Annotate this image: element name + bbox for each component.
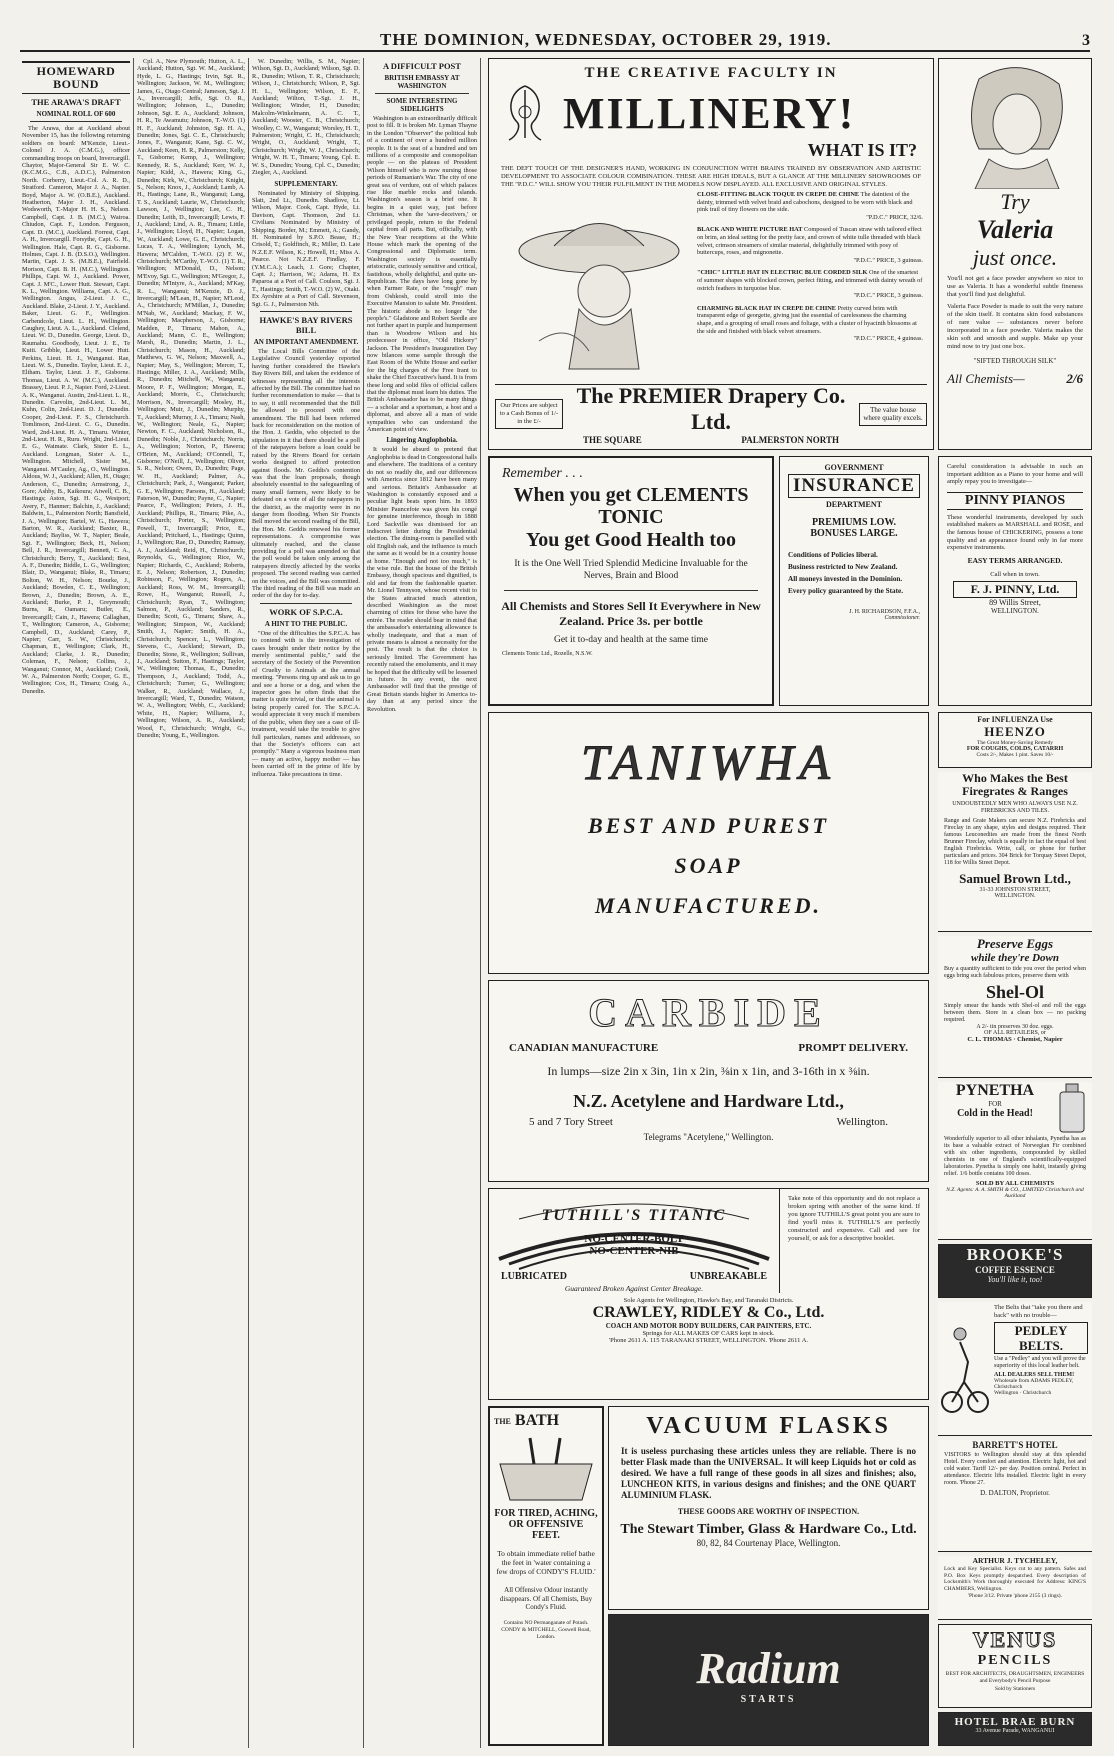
pinny-call: Call when in town. <box>990 570 1040 578</box>
insurance-line: All moneys invested in the Dominion. <box>788 575 903 583</box>
ad-valeria <box>938 58 1092 450</box>
carbide-telegrams: Telegrams "Acetylene," Wellington. <box>643 1132 774 1142</box>
vacuum-company: The Stewart Timber, Glass & Hardware Co., Ltd. <box>620 1522 917 1537</box>
brown-addr: 31-33 JOHNSTON STREET, <box>979 887 1051 893</box>
millinery-items <box>689 191 923 371</box>
ad-pedley-belts <box>938 1302 1092 1436</box>
taniwha-l2: SOAP <box>674 853 743 878</box>
eggs-p: Buy a quantity sufficient to tide you over the period when eggs bring such fabulous prices, preserve them with <box>944 966 1086 979</box>
clements-remember: Remember . . . <box>502 466 583 481</box>
ad-barretts-hotel <box>938 1440 1092 1552</box>
bottle-icon <box>1052 1082 1092 1134</box>
pedley-brand: PEDLEY BELTS. <box>994 1322 1088 1354</box>
ad-tycheley <box>938 1556 1092 1620</box>
tuthill-company: CRAWLEY, RIDLEY & Co., Ltd. <box>592 1304 825 1321</box>
premier-town: PALMERSTON NORTH <box>741 435 839 445</box>
carbide-prompt: PROMPT DELIVERY. <box>798 1042 908 1054</box>
pedley-maker: Wholesale from ADAMS PEDLEY, Christchurch <box>994 1378 1074 1390</box>
pynetha-cold: Cold in the Head! <box>957 1108 1033 1119</box>
pynetha-title: PYNETHA <box>955 1082 1035 1099</box>
tuthill-springs: Springs for ALL MAKES OF CARS kept in stock. <box>642 1330 775 1337</box>
premier-footer <box>495 384 927 443</box>
ad-clements-tonic <box>488 456 774 706</box>
ad-venus-pencils <box>938 1624 1092 1708</box>
vacuum-title: VACUUM FLASKS <box>646 1413 891 1439</box>
heenzo-head: For INFLUENZA Use <box>977 715 1053 724</box>
ad-tuthill-titanic <box>488 1188 929 1400</box>
ad-vacuum-flasks <box>608 1406 929 1610</box>
masthead <box>20 28 1090 52</box>
pinny-p2: These wonderful instruments, developed by such established makers as MARSHALL and ROSE, and the famous house of CHICKERING, possess a tone quality and an appearance found only in far more expensive instruments. <box>947 513 1083 552</box>
subhead-british-embassy: BRITISH EMBASSY AT WASHINGTON <box>384 74 460 90</box>
item-price: "P.D.C." PRICE, 3 guineas. <box>853 256 923 264</box>
ad-millinery <box>488 58 934 450</box>
barrett-title: BARRETT'S HOTEL <box>972 1440 1058 1450</box>
insurance-line: Business restricted to New Zealand. <box>788 563 898 571</box>
venus-text: BEST FOR ARCHITECTS, DRAUGHTSMEN, ENGINEERS and Everybody's Pencil Purpose <box>945 1671 1085 1684</box>
ad-heenzo <box>938 712 1092 768</box>
heenzo-price: Costs 2/-, Makes 1 pint. Saves 10/- <box>976 752 1054 758</box>
pinny-addr: 89 Willis Street, <box>989 597 1041 607</box>
brown-city: WELLINGTON. <box>994 893 1036 899</box>
item-price: "P.D.C." PRICE, 32/6. <box>866 213 923 221</box>
insurance-title: INSURANCE <box>788 474 920 498</box>
ad-brookes-coffee <box>938 1244 1092 1298</box>
pinny-city: WELLINGTON. <box>991 606 1039 615</box>
tycheley-text: Lock and Key Specialist. Keys cut to any pattern. Safes and P.O. Box Keys promptly despatched. Every description of Locksmith's Work thoroughly executed for Address: KING'S CHAMBERS, Wellington. <box>944 1566 1086 1592</box>
clements-p2: All Chemists and Stores Sell It Everywhere in New Zealand. Price 3s. per bottle <box>501 599 761 628</box>
insurance-line: Every policy guaranteed by the State. <box>788 587 903 595</box>
valeria-price: 2/6 <box>1066 371 1083 386</box>
tycheley-phone: 'Phone 3/12. Private 'phone 2155 (3 rings). <box>968 1593 1062 1599</box>
item-price: "P.D.C." PRICE, 4 guineas. <box>853 335 923 343</box>
clements-h2: You get Good Health too <box>526 529 736 551</box>
tuthill-unbreakable: UNBREAKABLE <box>689 1271 767 1282</box>
tycheley-name: ARTHUR J. TYCHELEY, <box>972 1556 1058 1565</box>
taniwha-title: TANIWHA <box>581 734 836 790</box>
valeria-sifted: "SIFTED THROUGH SILK" <box>973 357 1057 365</box>
insurance-role: Commissioner. <box>884 615 920 621</box>
eggs-h1: Preserve Eggs <box>976 936 1054 951</box>
pynetha-for: FOR <box>988 1100 1002 1108</box>
premier-square: THE SQUARE <box>583 435 642 445</box>
taniwha-l1: BEST AND PUREST <box>587 813 829 838</box>
tuthill-agents: Sole Agents for Wellington, Hawke's Bay, and Taranaki Districts. <box>623 1297 794 1304</box>
valeria-just-once: just once. <box>972 245 1058 270</box>
condy-odour: All Offensive Odour instantly disappears. Of all Chemists, Buy Condy's Fluid. <box>499 1586 593 1611</box>
insurance-dept: DEPARTMENT <box>825 500 882 509</box>
subhead-hint: A HINT TO THE PUBLIC. <box>264 619 348 628</box>
insurance-sig: J. H. RICHARDSON, F.F.A., <box>849 609 920 615</box>
pinny-title: PINNY PIANOS <box>947 492 1083 510</box>
brookes-like: You'll like it, too! <box>987 1275 1043 1284</box>
item-text: Pretty curved brim with transparent edge of georgette, giving just the essential of carelessness the charming shape, and a grouping of small roses and foliage, with a cluster of hyacinth blossoms at the side and finished with black velvet streamers. <box>697 304 917 335</box>
pynetha-text: Wonderfully superior to all other inhalants, Pynetha has as its base a valuable extract of Norwegian Fir combined with six other ingredients, compounded by skilled chemists in one of England's scientifically-equipped laboratories. Pynetha is simply one habit, instantly giving relief. 1/6 bottle contains 100 doses. <box>944 1136 1086 1177</box>
eggs-brand: Shel-Ol <box>985 982 1044 1002</box>
brookes-name: BROOKE'S <box>966 1245 1064 1264</box>
subhead-amendment: AN IMPORTANT AMENDMENT. <box>253 338 359 346</box>
condy-relief: To obtain immediate relief bathe the feet in 'water containing a few drops of CONDY'S FLUID.' <box>496 1549 596 1576</box>
carbide-sizes: In lumps—size 2in x 3in, 1in x 2in, ⅜in x 1in, and 3-16th in x ⅜in. <box>547 1064 870 1078</box>
carbide-city: Wellington. <box>836 1116 888 1128</box>
item-name: "CHIC" LITTLE HAT IN ELECTRIC BLUE CORDED SILK <box>697 269 868 277</box>
column-rule <box>248 58 249 1748</box>
valeria-p2: Valeria Face Powder is made to suit the very nature of the skin itself. It contains skin food substances of rare value — substances never before incorporated in a face powder. Valeria makes the skin soft and smooth and supple. Make up your mind now to try just one box. <box>947 303 1083 350</box>
heenzo-brand: HEENZO <box>984 724 1046 739</box>
column-rule <box>480 58 481 1748</box>
item-name: CLOSE-FITTING BLACK TOQUE IN CREPE DE CHINE <box>697 191 860 198</box>
clements-p3: Get it to-day and health at the same time <box>553 635 709 645</box>
supplementary-text: Nominated by Ministry of Shipping. Slatt, 2nd Lt., Dunedin. Shadlove, Lt. Wilson, Major. Cook, Capt. Hyde, Lt. Davison, Capt. Thomson, 2nd Lt. Civilians Nominated by Ministry of Shipping. Border, M.; Emmett, A.; Gandy, H. Nominated by S.P.O. Bease, H.; Crisold, T.; Goldfinch, R.; Miller, D. Late N.Z.E.F. Wilson, K.; Howell, H.; Miss A. Pearce. Not N.Z.E.F. Findlay, F. (Y.M.C.A.); Leach, J. Gore; Chapter, Capt. J.; Harrison, W.; Adams, H. Ex Paparoa at a Port of Call. Coulson, Sgt. J. T., Hastings; Smith, T.-W.O. (2) W., Otaki. Ex Ayrshire at a Port of Call. Stevenson, Sgt. G. J., Palmerston Nth. <box>252 189 360 308</box>
vacuum-inspection: THESE GOODS ARE WORTHY OF INSPECTION. <box>677 1507 860 1516</box>
footbath-icon <box>490 1434 602 1506</box>
headline-hawkes-bay: HAWKE'S BAY RIVERS BILL <box>259 315 353 335</box>
ad-hotel-brae-burn <box>938 1712 1092 1746</box>
clements-p1: It is the One Well Tried Splendid Medicine Invaluable for the Nerves, Brain and Blood <box>514 559 748 581</box>
headline-difficult-post: A DIFFICULT POST <box>383 61 461 71</box>
subhead-arawa: THE ARAWA'S DRAFT <box>31 97 121 107</box>
pinny-easy: EASY TERMS ARRANGED. <box>967 555 1063 565</box>
millinery-question: WHAT IS IT? <box>807 140 917 160</box>
tuthill-lubricated: LUBRICATED <box>501 1271 567 1282</box>
subhead-sidelights: SOME INTERESTING SIDELIGHTS <box>386 97 458 113</box>
venus-pencils: PENCILS <box>977 1653 1053 1668</box>
pinny-p1: Careful consideration is advisable in such an important addition as a Piano to your home and will amply repay you to investigate— <box>947 463 1083 486</box>
ad-government-insurance <box>779 456 929 706</box>
condy-the: THE <box>494 1416 511 1426</box>
roll-text-1: The Arawa, due at Auckland about November 15, has the following returning soldiers on board: M'Kenzie, Lieut.-Colonel J. A. (C.M.G.), officer commanding troops on board, Invercargill. Chaytor, Major-General Sir E. W. C. (K.C.M.G., C.B., A.D.C.), Palmerston North. Corberry, Lieut.-Col. A. R. D., Stratford. Cameron, Major J. A., Napier. Boyd, Major A. W. (O.B.E.), Auckland. Heatherton, Major J. H., Auckland. Wodsworth, T.-Major H. H. S., Nelson. Campbell, Capt. J. B. (M.C.), Wairoa. Chiudon, Capt. F., London. Ferguson, Capt. D. (M.C.), Auckland. Forrest, Capt. A. H., Invercargill. Forsythe, Capt. G. H., Wellington. Hale, Capt. R. G., Gisborne. Holmes, Capt. J. B. (D.S.O.), Wellington. Martin, Capt. J. S. (M.B.E.), Fairfield. Morison, Capt. B. H. (M.C.), Wellington. Phillips, Capt. W. J., Auckland. Power, Capt. J. M'C., Lower Hutt. Stewart, Capt. K. L., Wellington. Williams, Capt. A. G., Wellington. Angus, 2-Lieut. J. C., Auckland. Blake, 2-Lieut. J. Y., Auckland. Baker, Lieut. G. F., Wellington. Carbendcole, Lieut. L. H., Wellington. Caughey, Lieut. A. L., Auckland. Clelend, Lieut. W. D., Dunedin. George, Lieut. D., Raumahu. Goodbody, Lieut. J. E., Te Kuiti. Gribble, Lieut. H., Lower Hutt. Perkins, Lieut. H. J., Wanganui. Rae, Lieut. W. S., Dunedin. Taylor, Lieut. E. J., Eltham. Taylor, Lieut. J. F., Gisborne. Thomas, Lieut. A. W. (M.C.), Auckland. Brassey, Lieut. P. J., Napier. Ford, 2-Lieut. A. K., Wanganui. Austin, 2nd-Lieut. L. R., Dunedin. Carvolin, 2nd-Lieut. L. M., Kuhn, Colin, 2nd-Lieut. D. J., Dunedin. Cooper, 2nd-Lieut. F. S., Christchurch. Tomlinson, 2nd-Lieut. C. G., Dunedin. Ward, 2nd-Lieut. H. A., Timaru. Winter, 2nd-Lieut. H. R., Ruru. Wright, 2nd-Lieut. E. G., Waimate. Clark, Sister E. L., Auckland. Longman, Sister A. L., Wellington. Mitchell, Sister M., Wanganui. M'Cauley, Ag., O., Wellington. Aldous, W. J., Auckland; Allen, H., Otago; Anderson, C., Dunedin; Armstrong, J., Gore; Ashby, B., Kaikoura; Atwell, C. B., Hastings; Aston, Sgt. H. G., Westport; Avery, F., Hanmer; Balchin, J., Auckland; Baldwin, L., Palmerston North; Bansfield, J. A., Wellington; Bartel, W. G., Hawera; Barton, W. R., Auckland; Baxter, R., Auckland; Bayliss, W. T., Napier; Beale, Sgt. F., Wellington; Beck, H., Nelson; Bell, J. R., Invercargill; Bennett, C. A., Christchurch; Berry, T., Auckland; Best, A. F., Dunedin; Biddle, L. G., Wellington; Blair, D., Wanganui; Blake, R., Timaru; Bolton, W. H., Nelson; Bourke, J., Auckland; Bowden, C. E., Wellington; Brown, J., Dunedin; Brown, A. E., Auckland; Burke, P. J., Greymouth; Burns, R., Oamaru; Butler, E., Invercargill; Cain, J., Hawera; Callaghan, T., Wellington; Cameron, A., Gisborne; Campbell, D., Auckland; Carey, P., Napier; Carr, S. W., Christchurch; Chapman, E., Wellington; Clark, H., Auckland; Clarke, J. R., Dunedin; Coleman, F., Nelson; Collins, J., Wanganui; Connor, M., Auckland; Cook, W. A., Palmerston North; Cooper, G. E., Wellington; Cox, H., Timaru; Craig, A., Dunedin. <box>22 125 130 695</box>
carbide-canadian: CANADIAN MANUFACTURE <box>509 1042 659 1054</box>
valeria-p1: You'll not get a face powder anywhere so nice to use as Valeria. It has a wonderful subtle fineness that you'll find just delightful. <box>947 275 1083 298</box>
item-price: "P.D.C." PRICE, 3 guineas. <box>853 292 923 300</box>
tuthill-guarantee: Guaranteed Broken Against Center Breakage. <box>564 1284 704 1293</box>
anglophobia-text: It would be absurd to pretend that Anglophobia is dead in Congressional halls and elsewhere. The traditions of a century do not so readily die, and our differences with America since 1812 have been many and serious. Britain's Ambassador at Washington is constantly exposed and a peculiar light beats upon him. In 1893 Minister Pauncefote was given his congé for genuine interference, though in 1888 Lord Sackville was dismissed for an indiscreet letter during the Presidential election. The dining-room is panelled with old English oak, and the influence is much the same as it would be in a country house at home. "Enough and not too much," is the wise rule. But the house of the British Embassy, though spacious and dignified, is old and far from the fashionable quarter. Mr. Lionel Tennyson, whose recent visit to the States attracted much attention, described Washington as the most charming of cities for those who have the entrée. The reader should bear in mind that the ambassador's entertaining allowance is wholly inadequate, and that a man of private means is almost a necessity for the post. The result is that the choice is seriously limited. The Government has recently raised the emoluments, and it may be hoped that the difficulty will be lessened in future. In any event, the next Ambassador will find that the prestige of Great Britain stands higher in America to-day than at any period since the Revolution. <box>367 446 477 713</box>
column-rule <box>133 58 134 1748</box>
eggs-p3: A 2/- tin preserves 30 doz. eggs. <box>976 1024 1054 1030</box>
valeria-chemists: All Chemists— <box>947 371 1025 386</box>
tuthill-title: TUTHILL'S TITANIC <box>541 1207 727 1224</box>
column-supplementary <box>252 58 360 1748</box>
ad-radium <box>608 1614 929 1746</box>
pynetha-sold: SOLD BY ALL CHEMISTS <box>975 1180 1055 1187</box>
hat-illustration-icon <box>499 191 689 371</box>
eggs-h2: while they're Down <box>970 952 1059 964</box>
hotel-name: HOTEL BRAE BURN <box>954 1716 1076 1728</box>
subhead-nominal-roll: NOMINAL ROLL OF 600 <box>36 110 116 118</box>
ad-shel-ol <box>938 936 1092 1078</box>
insurance-b1: PREMIUMS LOW. <box>811 517 897 528</box>
radium-title: Radium <box>696 1644 841 1693</box>
brown-answer: UNDOUBTEDLY MEN WHO ALWAYS USE N.Z. FIREBRICKS AND TILES. <box>952 801 1078 814</box>
woman-portrait-icon <box>939 59 1089 189</box>
brookes-sub: COFFEE ESSENCE <box>975 1265 1055 1275</box>
paper-title: THE DOMINION, WEDNESDAY, OCTOBER 29, 1919. <box>380 30 832 49</box>
spca-text: "One of the difficulties the S.P.C.A. has to contend with is the investigation of cases brought under their notice by the merely sentimental public," said the secretary of the Society of the Prevention of Cruelty to Animals at the annual meeting. "Persons ring up and ask us to go and see a horse or a dog, and when the inspector goes he often finds that the matter is quite trivial, or that the animal is being properly cared for. The S.P.C.A. would appreciate it very much if members of the public, when they see a case of ill-treatment, would take the trouble to give full particulars, names and addresses, so that the Society's officers can act promptly." Many a vigorous business man — many an active, happy mother — has been carried off in the prime of life by influenza. Take precautions in time. <box>252 629 360 778</box>
hotel-address: 33 Avenue Parade, WANGANUI <box>975 1728 1055 1734</box>
ad-taniwha <box>488 712 929 974</box>
radium-sub: STARTS <box>740 1694 797 1705</box>
carbide-addr: 5 and 7 Tory Street <box>529 1116 613 1128</box>
headline-homeward-bound: HOMEWARD BOUND <box>22 61 130 94</box>
vacuum-text: It is useless purchasing these articles unless they are reliable. There is no better Flask made than the UNIVERSAL. It will keep Liquids hot or cold as desired. We have a full range of these goods in all sizes and finishes; also, LUNCHEON KITS, in various designs and finishes; and the ONE QUART ALUMINIUM FLASK. <box>621 1446 916 1500</box>
brown-name: Samuel Brown Ltd., <box>959 871 1071 886</box>
ad-carbide <box>488 980 929 1182</box>
difficult-post-text: Washington is an extraordinarily difficult post to fill. It is broken Mr. Lyman Thayne in the London "Observer" the political hub of a continent of over a hundred million people. It is the seat of a hundred and ten millions of a composite and cosmopolitan people — on the plateau of President Wilson himself who is now nursing those periods of Rumanian's War. The city of one great sea of verdure, out of which palaces rise like marble rocks and islands. Washington's season is a brief one. It begins in a quiet way, just before Christmas, when the 'save-deceivers,' or privileged people, return to the Federal capital from all parts. But, officially, with the New Year receptions at the White House which mark the opening of the Congressional and Diplomatic term. Washington society is essentially aristocratic, curiously sensitive and critical, fastidious, wholly delightful, and quite un-Republican. The days have long gone by when Farmer Rate, or the "rough" man from Oshkosh, could stroll into the Executive Mansion to salute Mr. President. The historic abode is no longer "the people's." Gladstone and Robert Seedle are not further apart in purple and humperment than is Woodrow Wilson and his predecessor in office, "Old Hickory" Jackson. The President's Inauguration Day now bilances some sample through the East Room of the White House and earlier for the big charges of the Free Irant to shake the Chief Executive's hand. It is from these long and solid files of official callers that the diplomat must learn his duties. The British Ambassador has to be many things — a scholar and a sportsman, a host and a diplomat, and above all a man of wide sympathies who can understand the American point of view. <box>367 115 477 434</box>
pedley-p2: Use a "Pedley" and you will prove the superiority of this local leather belt. <box>994 1356 1086 1369</box>
subhead-anglophobia: Lingering Anglophobia. <box>386 436 458 445</box>
brown-text: Range and Grate Makers can secure N.Z. Firebricks and Fireclay in any shape, styles and designs required. Their famous Leuconedites are made from the finest North Brunner Fireclay, which is equally in fact the equal of best English Firebricks. Write, call, or phone for further particulars and prices. 304 Brick for Torquay Street Depot, 118 for Willis Street Depot. <box>944 818 1086 866</box>
carbide-title: CARBIDE <box>588 990 829 1035</box>
item-name: CHARMING BLACK HAT IN CREPE DE CHINE <box>697 304 837 312</box>
barrett-text: VISITORS to Wellington should stay at this splendid Hotel. Every comfort and attention. Electric light, hot and cold water. Tariff 12/- per day. Position central. Perfect in attendance. Electric lifts installed. Electric light in every room. 'Phone 27. <box>944 1452 1086 1486</box>
premier-company: The PREMIER Drapery Co. Ltd. <box>576 383 846 434</box>
insurance-government: GOVERNMENT <box>824 463 884 472</box>
tuthill-trade: COACH AND MOTOR BODY BUILDERS, CAR PAINTERS, ETC. <box>605 1322 812 1330</box>
venus-sold: Sold by Stationers <box>994 1686 1036 1692</box>
column-roll-continued <box>137 58 245 1748</box>
column-homeward-bound <box>22 58 130 1748</box>
ad-condys-fluid <box>488 1406 604 1746</box>
valeria-try: Try <box>1000 189 1030 214</box>
heenzo-tag: The Great Money-Saving Remedy <box>977 740 1053 746</box>
condy-tired: FOR TIRED, ACHING, OR OFFENSIVE FEET. <box>494 1508 598 1541</box>
ad-pinny-pianos <box>938 456 1092 706</box>
ad-pynetha <box>938 1082 1092 1240</box>
subhead-supplementary: SUPPLEMENTARY. <box>274 179 338 188</box>
tuthill-phone: 'Phone 2611 A. 115 TARANAKI STREET, WELLINGTON. 'Phone 2611 A. <box>608 1337 809 1344</box>
millinery-top: THE CREATIVE FACULTY IN <box>584 65 838 81</box>
vacuum-address: 80, 82, 84 Courtenay Place, Wellington. <box>696 1538 841 1548</box>
venus-title: VENUS <box>972 1627 1058 1652</box>
insurance-b2: BONUSES LARGE. <box>810 528 898 539</box>
headline-spca: WORK OF S.P.C.A. <box>269 606 343 617</box>
pedley-cities: Wellington · Christchurch <box>994 1390 1052 1396</box>
pynetha-agents: N.Z. Agents: A. A. SMITH & CO., LIMITED Christchurch and Auckland <box>946 1187 1084 1199</box>
cash-bonus-box: Our Prices are subject to a Cash Bonus of 1/- in the £/- <box>495 399 563 429</box>
condy-bath: BATH <box>514 1412 560 1429</box>
tuthill-l1: NO-CENTER-BOLT <box>584 1233 684 1245</box>
millinery-desc: THE DEFT TOUCH OF THE DESIGNER'S HAND, WORKING IN CONJUNCTION WITH BRAINS TRAINED BY OBSERVATION AND ARTISTIC DEVELOPMENT TO ASSOCIATE COLOUR COMBINATION. THESE ARE HIGH IDEALS, BUT A GLANCE AT THE MILLINERY SHOWROOMS OF THE "P.D.C." WILL SHOW YOU THEIR FULFILMENT IN THE MODELS NOW DISPLAYED. ALL EXCLUSIVE AND ORIGINAL STYLES. <box>501 165 921 188</box>
tuthill-right-text: Take note of this opportunity and do not replace a broken spring with another of the same kind. If you ignore TUTHILL'S great point you are sure to find you'll miss it. TUTHILL'S are perfectly constructed and expensive. Call and see for yourself, or ask for a descriptive booklet. <box>779 1189 928 1293</box>
pedley-p1: The Belts that "take you there and back" with no trouble— <box>994 1304 1083 1319</box>
heenzo-coughs: FOR COUGHS, COLDS, CATARRH <box>966 746 1064 752</box>
eggs-p4: OF ALL RETAILERS, or <box>984 1030 1046 1036</box>
millinery-title: MILLINERY! <box>563 88 856 138</box>
roll-text-2: Cpl. A., New Plymouth; Hutton, A. L., Auckland; Hutton, Sgt. W. M., Auckland; Hyde, L. G., Hastings; Irvin, Sgt. R., Wellington; Jackson, W. M., Wellington; James, G., Otago Central; Jameson, Sgt. J. A., Invercargill; Jeffs, Sgt. O. R., Wellington; Johnson, L., Dunedin; Johnson, Sgt. E. A., Auckland; Johnson, H. R., Te Awamutu; Johnson, T.-W.O. (1) H. F., Auckland; Johnston, Sgt. H. A., Dunedin; Jones, Sgt. C. E., Christchurch; Jones, F., Wanganui; Kane, Sgt. C. W., Auckland; Keen, H. R., Palmerston; Kelly, T., Gisborne; Kemp, J., Wellington; Kennedy, R. S., Auckland; Kerr, W. J., Napier; Kidd, A., Hawera; King, G., Dunedin; Kirk, W., Christchurch; Knight, S., Nelson; Knox, J., Auckland; Lamb, A. H., Hastings; Lane, R., Wanganui; Lang, T. S., Auckland; Laurie, W., Christchurch; Lawson, J., Wellington; Lee, C. H., Dunedin; Leith, D., Invercargill; Lewis, F. J., Auckland; Lind, A. R., Timaru; Little, J., Wellington; Lloyd, H., Napier; Logan, W., Auckland; Lowe, G. E., Christchurch; Lucas, T. A., Wellington; Lynch, M., Hawera; M'Caldon, T.-W.O. (2) F. W., Christchurch; M'Carthy, T.-W.O. (1) T. R., Wellington; M'Donald, D., Nelson; M'Evoy, Sgt. C., Wellington; M'Gregor, J., Dunedin; M'Intyre, A., Auckland; M'Kay, R. L., Wanganui; M'Kenzie, D. J., Invercargill; M'Lean, H., Napier; M'Leod, A., Christchurch; M'Millan, J., Dunedin; M'Nab, W., Auckland; Mackay, F. W., Wellington; Macpherson, J., Gisborne; Madden, P., Timaru; Mahon, A., Auckland; Mann, C. E., Wellington; Marsh, R., Dunedin; Martin, J. L., Christchurch; Mason, H., Auckland; Matthews, G. W., Nelson; Maxwell, A., Napier; May, S., Wellington; Mercer, T., Hastings; Miller, J. A., Auckland; Mills, R., Dunedin; Mitchell, W., Wanganui; Moore, P. F., Wellington; Morgan, E., Auckland; Morris, C., Christchurch; Morrison, N., Invercargill; Mosley, H., Wellington; Muir, J., Dunedin; Murphy, T., Auckland; Murray, J. A., Timaru; Nash, W., Wellington; Neale, G., Napier; Newton, F. C., Auckland; Nicholson, R., Dunedin; Noble, J., Christchurch; Norris, A., Wellington; Norton, P., Hawera; O'Brien, M., Auckland; O'Connell, T., Gisborne; O'Neill, J., Wellington; Oliver, S. R., Nelson; Owen, D., Dunedin; Page, W. H., Auckland; Palmer, A., Christchurch; Park, J., Wanganui; Parker, G. E., Wellington; Parsons, H., Auckland; Paterson, W., Dunedin; Payne, C., Napier; Pearce, F., Wellington; Peters, J. H., Auckland; Phillips, R., Timaru; Pike, A., Christchurch; Porter, S., Wellington; Powell, T., Invercargill; Price, E., Auckland; Pritchard, L., Hastings; Quinn, J., Wellington; Rae, D., Dunedin; Ramsay, A. J., Auckland; Reid, H., Christchurch; Reynolds, G., Wellington; Rice, W., Napier; Richards, C., Auckland; Roberts, E. J., Nelson; Robertson, J., Dunedin; Robinson, F., Wellington; Rogers, A., Auckland; Ross, W. M., Invercargill; Rowe, H., Wanganui; Russell, J., Christchurch; Ryan, T., Wellington; Salmon, P., Auckland; Sanders, R., Dunedin; Scott, G., Timaru; Shaw, A., Wellington; Simpson, W., Auckland; Smith, J., Napier; Smith, H. A., Christchurch; Spencer, L., Wellington; Stevens, C., Auckland; Stewart, D., Dunedin; Stone, R., Wellington; Sullivan, J., Auckland; Sutton, F., Hastings; Taylor, W., Wellington; Thomas, E., Dunedin; Thompson, J., Auckland; Todd, A., Christchurch; Turner, G., Wellington; Walker, R., Auckland; Wallace, J., Invercargill; Ward, T., Dunedin; Watson, W. A., Wellington; Webb, C., Auckland; White, H., Napier; Williams, J., Wellington; Wilson, A. R., Auckland; Wood, F., Christchurch; Wright, G., Dunedin; Young, E., Wellington. <box>137 58 245 739</box>
pedley-dealers: ALL DEALERS SELL THEM! <box>994 1372 1075 1378</box>
pinny-name: F. J. PINNY, Ltd. <box>953 581 1077 598</box>
motorcyclist-icon <box>938 1302 990 1422</box>
brown-head: Who Makes the Best Firegrates & Ranges <box>962 772 1068 798</box>
condy-footer: Contains NO Permanganate of Potash. CONDY & MITCHELL, Goswell Road, London. <box>501 1619 591 1640</box>
valeria-name: Valeria <box>976 215 1054 244</box>
item-name: BLACK AND WHITE PICTURE HAT <box>697 226 803 234</box>
insurance-line: Conditions of Policies liberal. <box>788 551 878 559</box>
clements-h1: When you get CLEMENTS TONIC <box>513 484 749 528</box>
barrett-proprietor: D. DALTON, Proprietor. <box>980 1489 1050 1497</box>
clements-foot: Clements Tonic Ltd., Rozelle, N.S.W. <box>502 651 593 657</box>
hawkes-bay-text: The Local Bills Committee of the Legislative Council yesterday reported having further considered the Hawke's Bay Rivers Bill, and taken the evidence of witnesses representing all the interests affected by the Bill. The committee had no further recommendation to make — that is to say, it still recommended that the Bill be allowed to proceed with one amendment. The Bill had been referred back for reconsideration on the motion of the Hon. J. Geddis, who objected to the stipulation in it that there should be a poll of the ratepayers before a loan could be raised by the Rivers Board for certain works designed to afford protection against floods. Mr. Geddis's contention was that the loan proposals, though absolutely essential to the safeguarding of many small farmers, were likely to be defeated on a vote of all the ratepayers in the district, as the majority were in no danger from flooding. When Sir Francis Bell moved the second reading of the Bill, the Hon. Mr. Geddis renewed his former representations. A compromise was ultimately reached, and the clause providing for a poll was amended so that the poll would be taken only among the ratepayers directly affected by the works proposed. The second reading was carried on the voices, and the Bill was committed. The third reading of the Bill was made an order of the day for to-day. <box>252 348 360 600</box>
page-number: 3 <box>1082 32 1090 49</box>
ad-samuel-brown <box>938 772 1092 932</box>
item-text: One of the smartest of summer shapes with blocked crown, perfect fitting, and trimmed with dainty wreath of ostrich feathers in turquoise blue. <box>697 269 923 292</box>
carbide-company: N.Z. Acetylene and Hardware Ltd., <box>573 1091 844 1111</box>
eggs-p2: Simply smear the hands with Shel-ol and roll the eggs between them. Store in a clean box — no packing required. <box>944 1003 1086 1023</box>
column-difficult-post <box>367 58 477 1748</box>
ornament-icon <box>499 82 551 144</box>
column-rule <box>363 58 364 1748</box>
item-text: Composed of Tuscan straw with tailored effect on brim, an ideal setting for the pretty face, and crown of white tulle threaded with black velvet, crimson streamers of similar material, delightfully trimmed with posy of buttercups, roses, and mignonette. <box>697 226 922 257</box>
value-house-box: The value house where quality excels. <box>859 403 927 426</box>
tuthill-l2: NO-CENTER-NIB <box>589 1245 679 1257</box>
item-text: The daintiest of the dainty, trimmed with velvet braid and cabochons, designed to be worn with black and pink trail of tiny flowers on the side. <box>697 191 913 214</box>
roll-text-3: W. Dunedin; Willis, S. M., Napier; Wilson, Sgt. D., Auckland; Wilson, Sgt. D. R., Dunedin; Wilson, T. R., Christchurch; Wilson, J., Christchurch; Wilson, P., Sgt. H. L., Wellington; Wilson, E. F., Auckland; Wilton, T.-Sgt. J. H., Wellington; Winder, H., Dunedin; Malcolm-Winkelmann, A. C. T., Auckland; Wooster, C. B., Christchurch; Woolley, C. W., Wanganui; Worsley, H. T., Palmerston; Wright, C. H., Christchurch; Wright, O., Auckland; Wright, T., Christchurch; Wright, W. J., Christchurch; Wright, W. H. T., Timaru; Young, Cpl. E. W. S., Dunedin; Young, Cpl. C., Dunedin; Ziegler, A., Auckland. <box>252 58 360 177</box>
eggs-p5: C. L. THOMAS · Chemist, Napier <box>967 1036 1063 1043</box>
taniwha-l3: MANUFACTURED. <box>594 893 823 918</box>
